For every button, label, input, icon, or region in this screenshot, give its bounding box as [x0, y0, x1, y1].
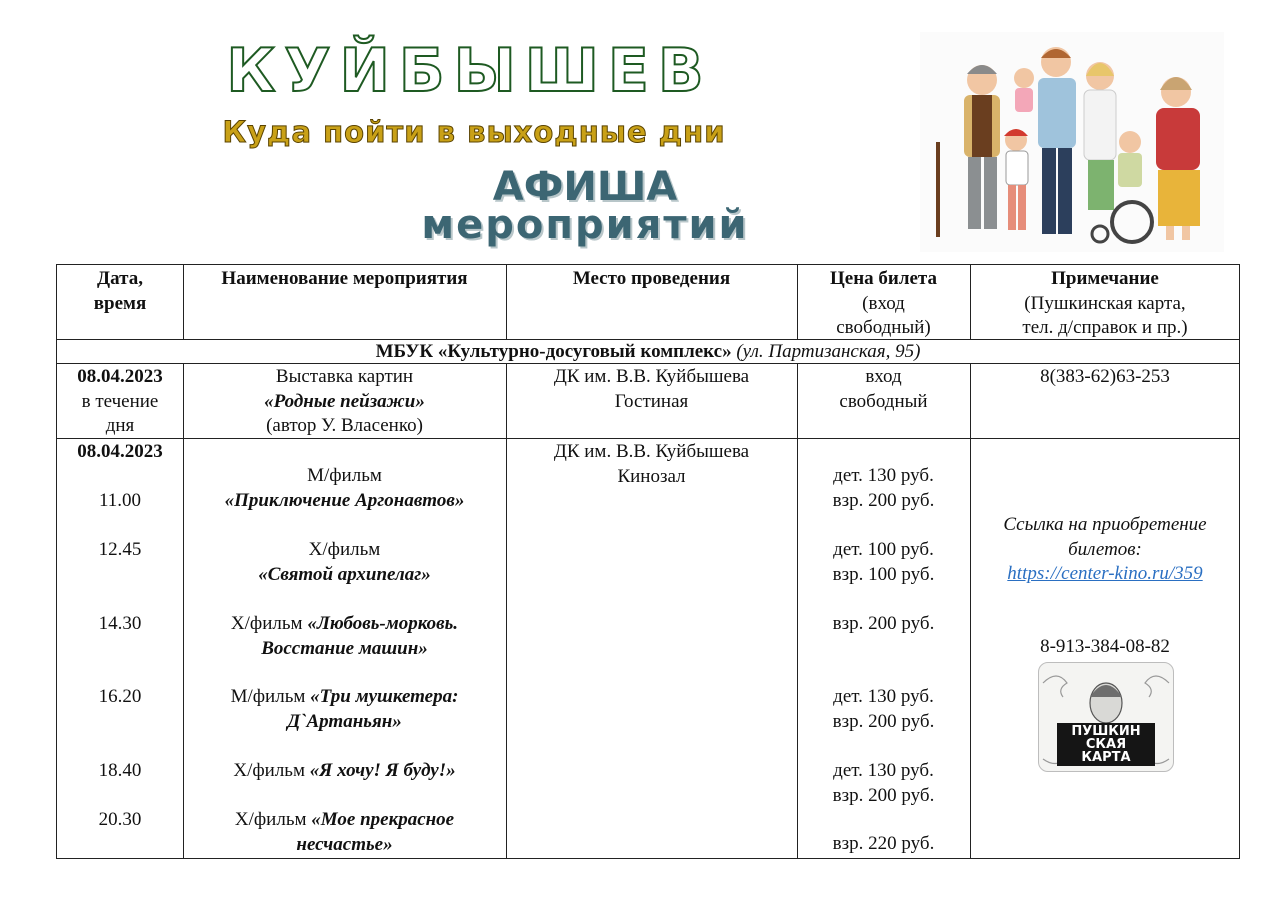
- row2-date: 08.04.2023: [77, 441, 163, 462]
- session-time: 11.00: [98, 490, 142, 511]
- afisha-line-2: мероприятий: [421, 202, 749, 248]
- ticket-link-wrap: [970, 562, 1240, 587]
- header-price: Цена билета (вход свободный): [829, 268, 937, 338]
- session-title: М/фильм «Три мушкетера: Д`Артаньян»: [230, 686, 459, 732]
- row1-event: Выставка картин «Родные пейзажи» (автор У. Власенко): [264, 366, 425, 436]
- header-place: Место проведения: [572, 268, 731, 289]
- row1-place: ДК им. В.В. Куйбышева Гостиная: [553, 366, 750, 412]
- row1-date: 08.04.2023 в течение дня: [77, 366, 163, 436]
- row2-phone: 8-913-384-08-82: [1040, 636, 1170, 657]
- ticket-note: Ссылка на приобретение билетов:: [1003, 514, 1207, 560]
- ticket-link[interactable]: https://center-kino.ru/359: [1007, 563, 1203, 584]
- family-illustration: [920, 32, 1224, 252]
- row1-price: вход свободный: [839, 366, 928, 412]
- session-title: М/фильм «Приключение Аргонавтов»: [224, 465, 465, 511]
- session-title: Х/фильм «Любовь-морковь. Восстание машин»: [230, 613, 459, 659]
- row2-place: ДК им. В.В. Куйбышева Кинозал: [553, 441, 750, 487]
- session-price: дет. 100 руб. взр. 100 руб.: [832, 539, 935, 585]
- session-price: дет. 130 руб. взр. 200 руб.: [832, 686, 935, 732]
- session-price: взр. 220 руб.: [832, 833, 935, 854]
- session-price: дет. 130 руб. взр. 200 руб.: [832, 465, 935, 511]
- pushkin-card-label: ПУШКИН СКАЯ КАРТА: [1057, 723, 1155, 766]
- section-address: (ул. Партизанская, 95): [736, 341, 921, 362]
- header-date: Дата, время: [93, 268, 147, 314]
- session-time: 14.30: [98, 613, 142, 634]
- col-divider: [970, 363, 971, 858]
- header-note: Примечание (Пушкинская карта, тел. д/справок и пр.): [1022, 268, 1188, 338]
- city-title: КУЙБЫШЕВ: [226, 36, 713, 106]
- header-name: Наименование мероприятия: [221, 268, 468, 289]
- session-title: Х/фильм «Я хочу! Я буду!»: [233, 760, 456, 781]
- afisha-line-1: АФИША: [492, 164, 678, 210]
- pushkin-card-logo: [1038, 662, 1174, 772]
- session-time: 20.30: [98, 809, 142, 830]
- weekend-subtitle: Куда пойти в выходные дни: [222, 115, 726, 149]
- session-title: Х/фильм «Мое прекрасное несчастье»: [234, 809, 455, 855]
- session-price: взр. 200 руб.: [832, 613, 935, 634]
- session-time: 12.45: [98, 539, 142, 560]
- session-time: 18.40: [98, 760, 142, 781]
- col-divider: [506, 363, 507, 858]
- session-time: 16.20: [98, 686, 142, 707]
- session-price: дет. 130 руб. взр. 200 руб.: [832, 760, 935, 806]
- afisha-title: [300, 164, 870, 248]
- row1-phone: 8(383-62)63-253: [1040, 366, 1170, 387]
- session-title: Х/фильм «Святой архипелаг»: [258, 539, 431, 585]
- section-org: МБУК «Культурно-досуговый комплекс»: [375, 341, 732, 362]
- section-title: [57, 340, 1239, 365]
